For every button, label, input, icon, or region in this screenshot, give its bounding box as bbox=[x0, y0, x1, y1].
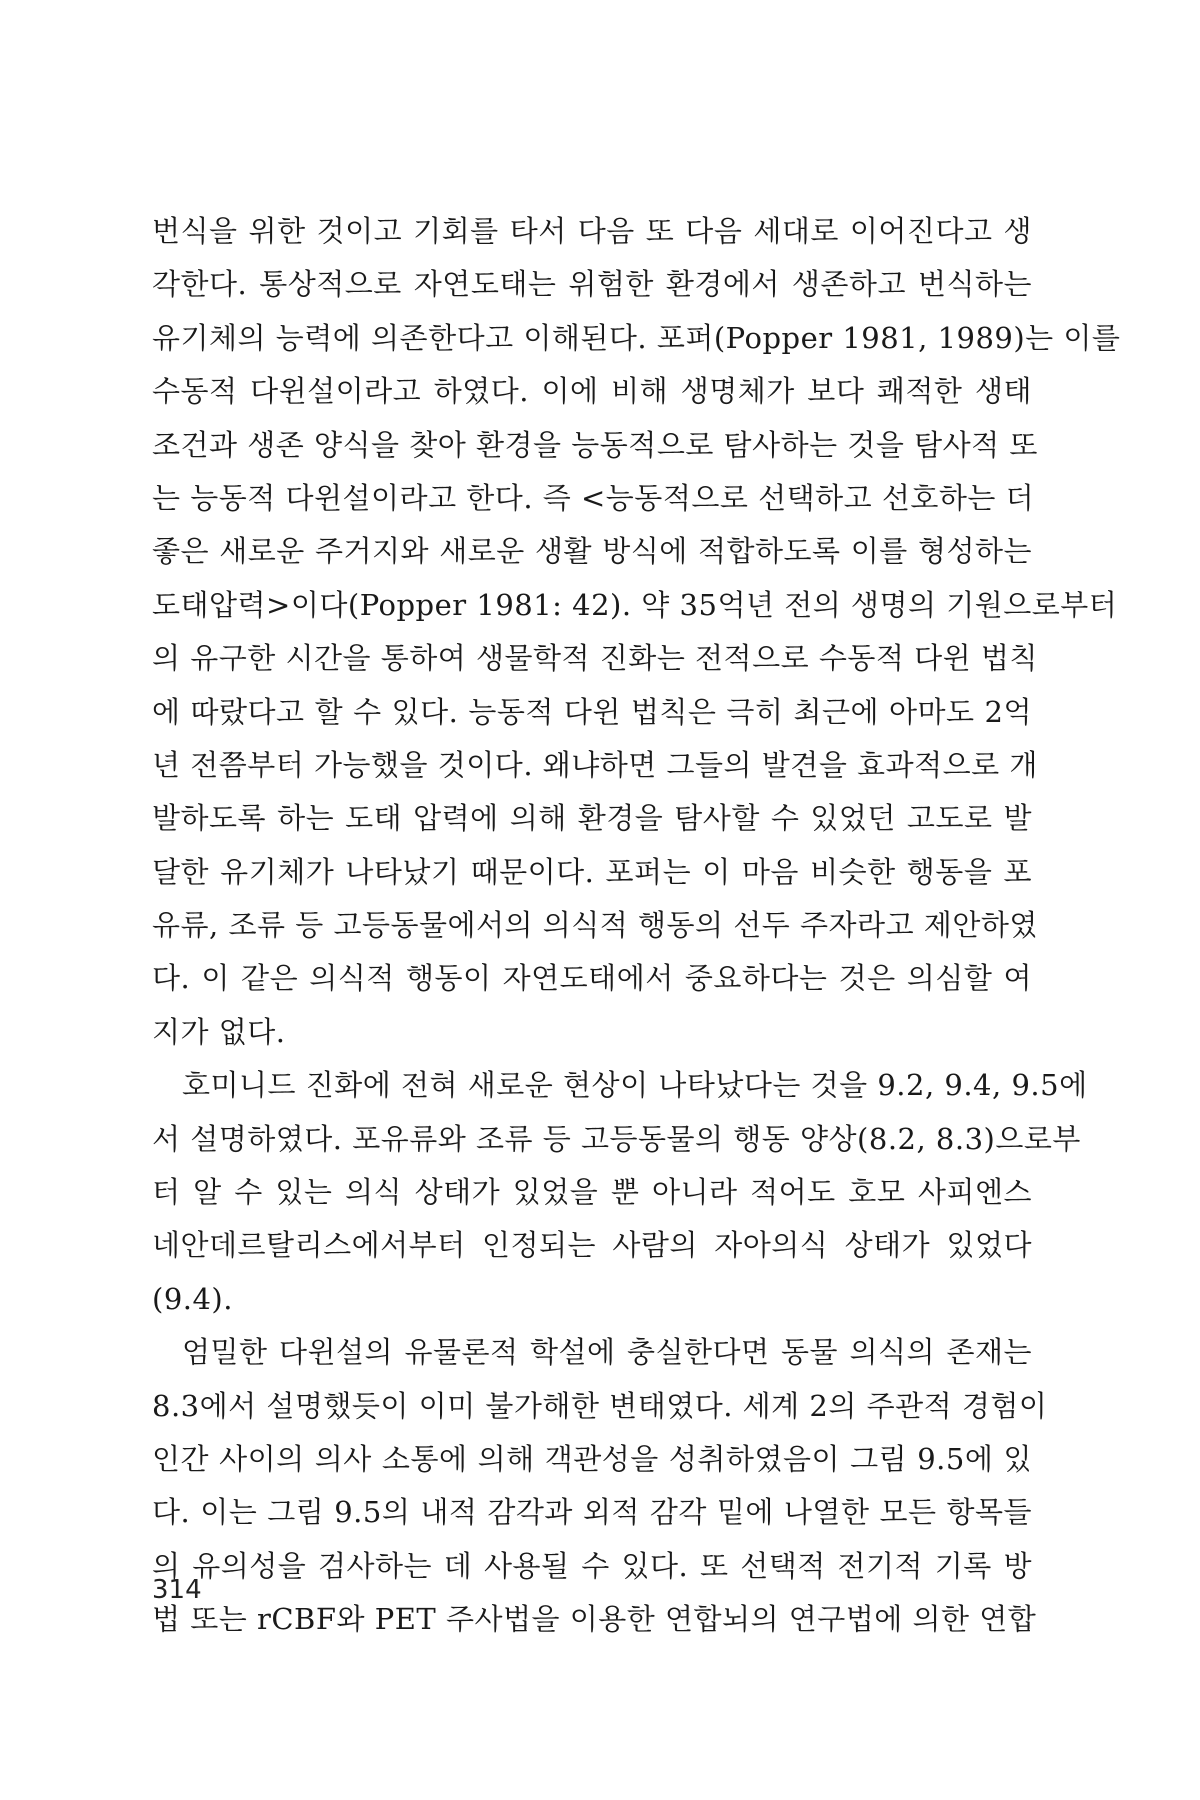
text-line: 다. 이 같은 의식적 행동이 자연도태에서 중요하다는 것은 의심할 여 bbox=[152, 961, 1032, 996]
text-line: 다. 이는 그림 9.5의 내적 감각과 외적 감각 밑에 나열한 모든 항목들 bbox=[152, 1495, 1032, 1530]
text-line: 도태압력>이다(Popper 1981: 42). 약 35억년 전의 생명의 기원으로부터 bbox=[152, 587, 1118, 622]
text-line: 달한 유기체가 나타났기 때문이다. 포퍼는 이 마음 비슷한 행동을 포 bbox=[152, 854, 1032, 889]
text-line: 지가 없다. bbox=[152, 1014, 286, 1049]
text-line: 네안데르탈리스에서부터 인정되는 사람의 자아의식 상태가 있었다 bbox=[152, 1228, 1032, 1263]
text-line: 에 따랐다고 할 수 있다. 능동적 다윈 법칙은 극히 최근에 아마도 2억 bbox=[152, 694, 1032, 729]
text-line: 엄밀한 다윈설의 유물론적 학설에 충실한다면 동물 의식의 존재는 bbox=[182, 1335, 1032, 1370]
text-line: 인간 사이의 의사 소통에 의해 객관성을 성취하였음이 그림 9.5에 있 bbox=[152, 1441, 1032, 1476]
text-line: 호미니드 진화에 전혀 새로운 현상이 나타났다는 것을 9.2, 9.4, 9.5에 bbox=[182, 1068, 1088, 1103]
text-line: (9.4). bbox=[152, 1281, 233, 1316]
text-line: 의 유의성을 검사하는 데 사용될 수 있다. 또 선택적 전기적 기록 방 bbox=[152, 1548, 1032, 1583]
text-line: 유기체의 능력에 의존한다고 이해된다. 포퍼(Popper 1981, 1989)는 이를 bbox=[152, 320, 1121, 355]
text-line: 법 또는 rCBF와 PET 주사법을 이용한 연합뇌의 연구법에 의한 연합 bbox=[152, 1602, 1037, 1637]
text-line: 좋은 새로운 주거지와 새로운 생활 방식에 적합하도록 이를 형성하는 bbox=[152, 534, 1032, 569]
text-line: 의 유구한 시간을 통하여 생물학적 진화는 전적으로 수동적 다윈 법칙 bbox=[152, 641, 1038, 676]
text-line: 발하도록 하는 도태 압력에 의해 환경을 탐사할 수 있었던 고도로 발 bbox=[152, 801, 1032, 836]
text-line: 수동적 다윈설이라고 하였다. 이에 비해 생명체가 보다 쾌적한 생태 bbox=[152, 374, 1032, 409]
text-line: 조건과 생존 양식을 찾아 환경을 능동적으로 탐사하는 것을 탐사적 또 bbox=[152, 427, 1038, 462]
text-line: 년 전쯤부터 가능했을 것이다. 왜냐하면 그들의 발견을 효과적으로 개 bbox=[152, 747, 1038, 782]
text-line: 번식을 위한 것이고 기회를 타서 다음 또 다음 세대로 이어진다고 생 bbox=[152, 214, 1032, 248]
text-line: 는 능동적 다윈설이라고 한다. 즉 <능동적으로 선택하고 선호하는 더 bbox=[152, 480, 1035, 515]
page-number: 314 bbox=[152, 1575, 202, 1605]
text-line: 유류, 조류 등 고등동물에서의 의식적 행동의 선두 주자라고 제안하였 bbox=[152, 908, 1038, 943]
text-line: 8.3에서 설명했듯이 이미 불가해한 변태였다. 세계 2의 주관적 경험이 bbox=[152, 1388, 1048, 1423]
text-line: 각한다. 통상적으로 자연도태는 위험한 환경에서 생존하고 번식하는 bbox=[152, 267, 1032, 302]
text-line: 터 알 수 있는 의식 상태가 있었을 뿐 아니라 적어도 호모 사피엔스 bbox=[152, 1175, 1032, 1210]
body-text bbox=[152, 205, 1121, 1647]
text-line: 서 설명하였다. 포유류와 조류 등 고등동물의 행동 양상(8.2, 8.3)으로부 bbox=[152, 1121, 1081, 1156]
